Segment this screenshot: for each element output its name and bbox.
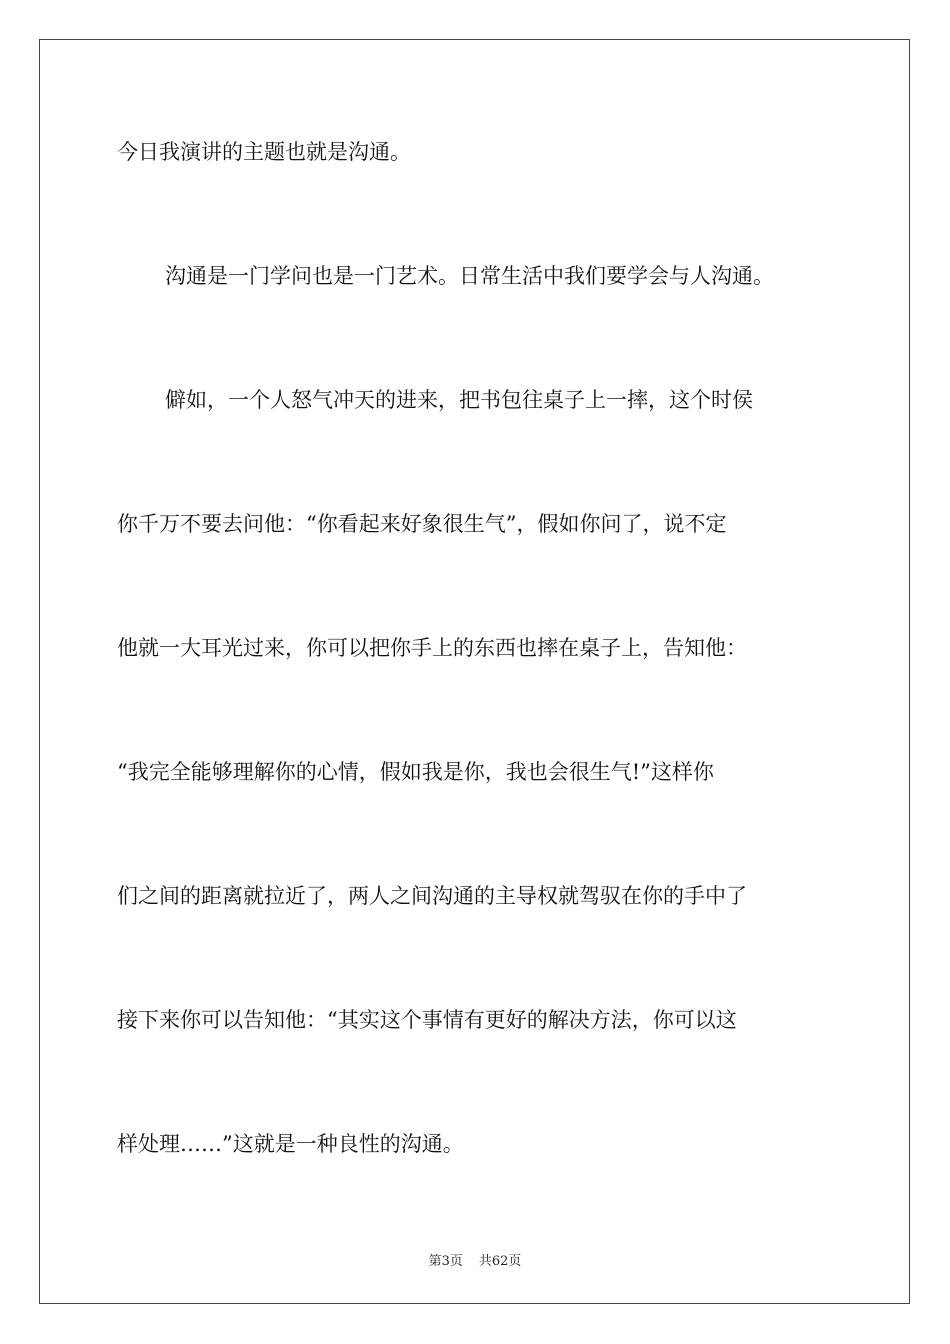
body-line-8: 接下来你可以告知他：“其实这个事情有更好的解决方法，你可以这 — [117, 1008, 737, 1032]
body-line-3: 僻如，一个人怒气冲天的进来，把书包往桌子上一摔，这个时侯 — [165, 388, 753, 412]
body-line-2: 沟通是一门学问也是一门艺术。日常生活中我们要学会与人沟通。 — [165, 264, 774, 288]
body-line-9: 样处理……”这就是一种良性的沟通。 — [117, 1132, 464, 1156]
body-line-5: 他就一大耳光过来，你可以把你手上的东西也摔在桌子上，告知他： — [117, 636, 747, 660]
page-total: 共62页 — [478, 1254, 522, 1269]
page-footer — [0, 1250, 950, 1269]
page-frame — [39, 39, 910, 1304]
body-line-6: “我完全能够理解你的心情，假如我是你，我也会很生气!”这样你 — [117, 760, 714, 784]
body-line-4: 你千万不要去问他：“你看起来好象很生气”，假如你问了，说不定 — [117, 512, 727, 536]
body-line-7: 们之间的距离就拉近了，两人之间沟通的主导权就驾驭在你的手中了 — [117, 884, 747, 908]
page-number: 第3页 — [428, 1254, 463, 1269]
body-line-1: 今日我演讲的主题也就是沟通。 — [117, 140, 411, 164]
